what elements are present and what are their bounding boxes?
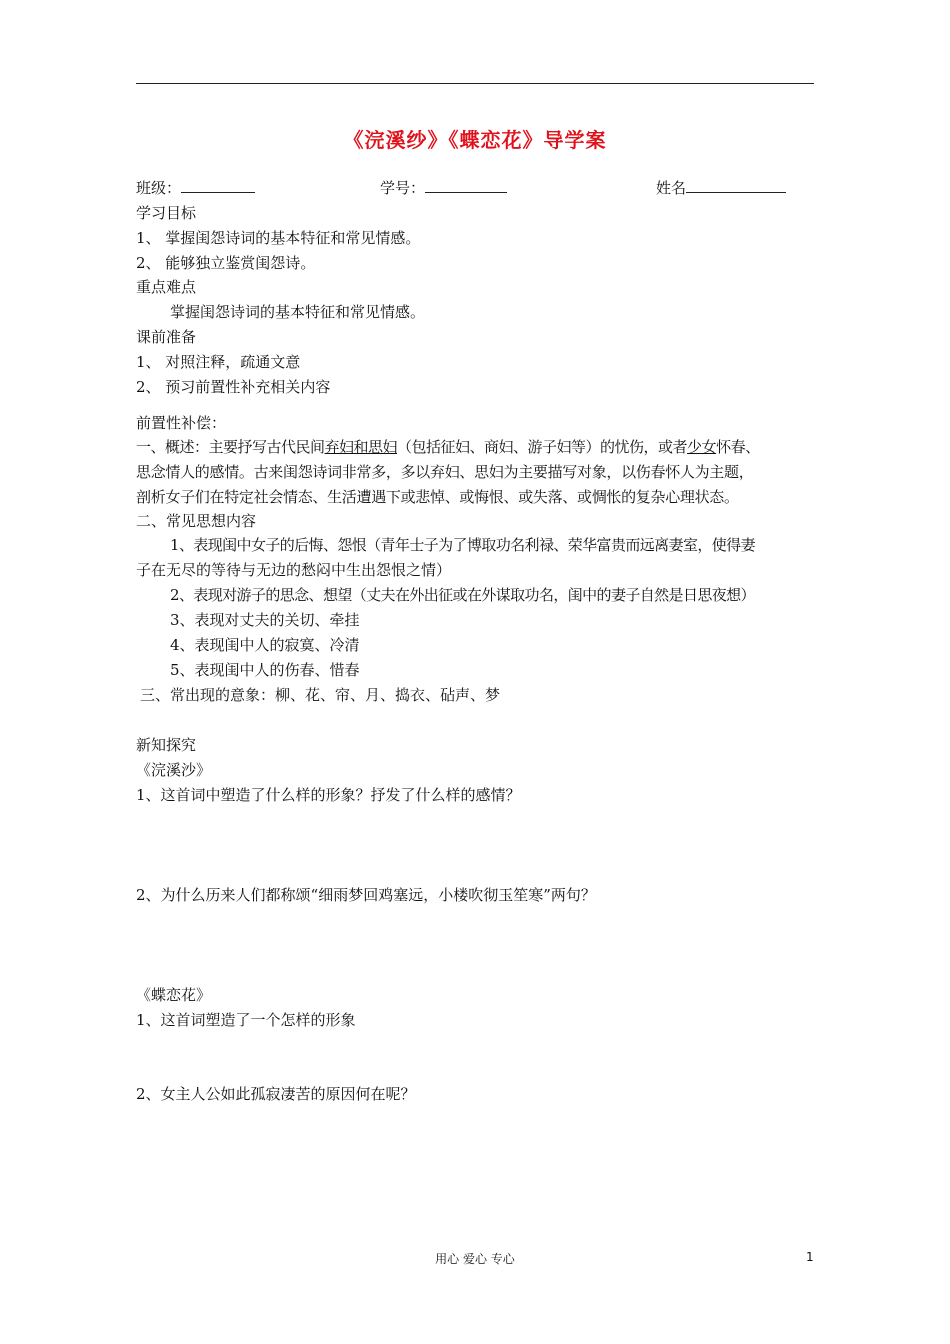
id-label: 学号： xyxy=(380,179,426,197)
idea-line: 子在无尽的等待与无边的愁闷中生出怨恨之情） xyxy=(136,561,452,579)
idea-line: 1、表现闺中女子的后悔、怨恨（青年士子为了博取功名利禄、荣华富贵而远离妻室，使得妻 xyxy=(170,536,755,554)
overview-line: 剖析女子们在特定社会情态、生活遭遇下或悲悼、或悔恨、或失落、或惆怅的复杂心理状态。 xyxy=(136,488,739,506)
overview-underlined: 少女 xyxy=(687,438,717,456)
supplement-heading: 前置性补偿： xyxy=(136,414,227,432)
overview-part: 一、概述：主要抒写古代民间 xyxy=(136,438,325,456)
goal-item: 1、 掌握闺怨诗词的基本特征和常见情感。 xyxy=(136,229,421,247)
overview-line xyxy=(136,437,760,457)
class-blank[interactable] xyxy=(181,178,255,193)
idea-line: 3、表现对丈夫的关切、牵挂 xyxy=(170,611,360,629)
prep-item: 1、 对照注释，疏通文意 xyxy=(136,353,301,371)
overview-part: （包括征妇、商妇、游子妇等）的忧伤，或者 xyxy=(397,438,688,456)
doc-title: 《浣溪纱》《蝶恋花》导学案 xyxy=(343,128,607,152)
idea-line: 5、表现闺中人的伤春、惜春 xyxy=(170,661,360,679)
name-blank[interactable] xyxy=(686,178,786,193)
overview-part: 怀春、 xyxy=(716,438,760,456)
footer-text: 用心 爱心 专心 xyxy=(435,1252,515,1266)
key-text: 掌握闺怨诗词的基本特征和常见情感。 xyxy=(170,303,426,321)
question: 1、这首词塑造了一个怎样的形象 xyxy=(136,1011,356,1029)
goal-item: 2、 能够独立鉴赏闺怨诗。 xyxy=(136,254,316,272)
header-rule xyxy=(136,83,814,84)
poem-title: 《浣溪沙》 xyxy=(136,761,212,779)
goals-heading: 学习目标 xyxy=(136,204,197,222)
question: 2、女主人公如此孤寂凄苦的原因何在呢？ xyxy=(136,1085,416,1103)
images-line: 三、常出现的意象：柳、花、帘、月、捣衣、砧声、梦 xyxy=(140,686,501,704)
name-label: 姓名 xyxy=(656,179,687,197)
page-number: 1 xyxy=(806,1250,814,1264)
overview-underlined: 弃妇和思妇 xyxy=(324,438,398,456)
prep-item: 2、 预习前置性补充相关内容 xyxy=(136,378,331,396)
id-field xyxy=(380,178,507,198)
idea-line: 2、表现对游子的思念、想望（丈夫在外出征或在外谋取功名，闺中的妻子自然是日思夜想） xyxy=(170,586,755,604)
key-heading: 重点难点 xyxy=(136,278,197,296)
poem-title: 《蝶恋花》 xyxy=(136,986,212,1004)
idea-line: 4、表现闺中人的寂寞、冷清 xyxy=(170,636,360,654)
question: 1、这首词中塑造了什么样的形象？抒发了什么样的感情？ xyxy=(136,786,521,804)
name-field xyxy=(656,178,786,198)
prep-heading: 课前准备 xyxy=(136,328,197,346)
id-blank[interactable] xyxy=(425,178,507,193)
overview-line: 思念情人的感情。古来闺怨诗词非常多，多以弃妇、思妇为主要描写对象，以伤春怀人为主题， xyxy=(136,463,754,481)
explore-heading: 新知探究 xyxy=(136,736,197,754)
ideas-heading: 二、常见思想内容 xyxy=(136,512,257,530)
question: 2、为什么历来人们都称颂“细雨梦回鸡塞远，小楼吹彻玉笙寒”两句？ xyxy=(136,886,596,904)
class-label: 班级： xyxy=(136,179,182,197)
class-field xyxy=(136,178,255,198)
